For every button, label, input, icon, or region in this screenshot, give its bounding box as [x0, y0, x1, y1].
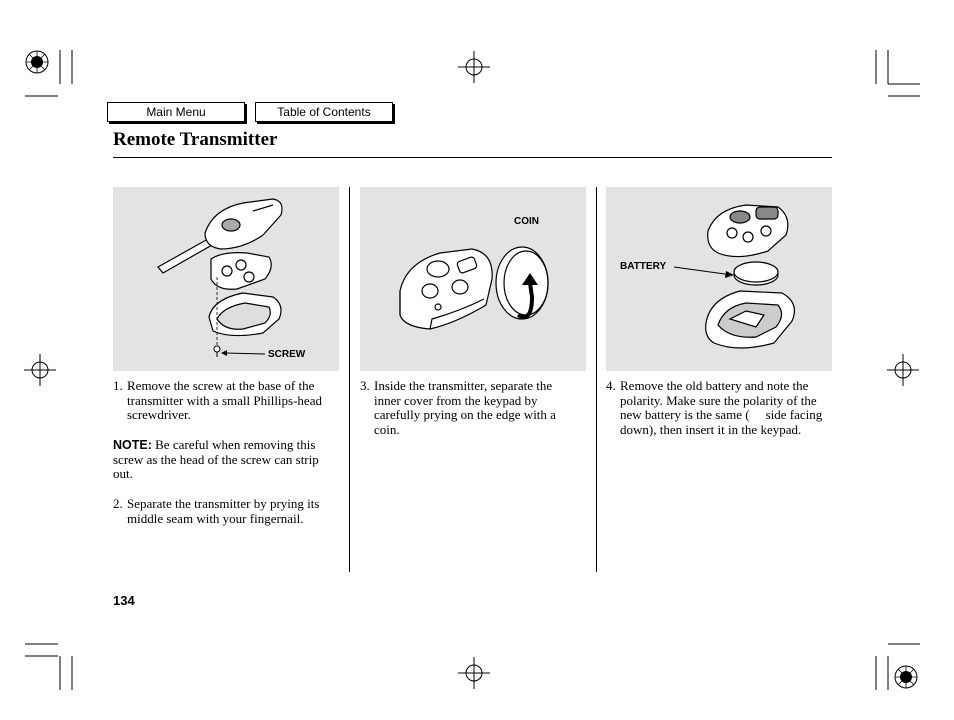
coin-label: COIN	[514, 216, 539, 227]
step-2	[113, 497, 345, 526]
step-number: 1.	[113, 378, 123, 393]
figure-battery-replacement	[606, 187, 832, 371]
title-divider	[113, 157, 832, 158]
step-text-part-1: Remove the old battery and note the polarity. Make sure the polarity of the new battery is the same (	[620, 378, 817, 423]
column-divider	[596, 187, 597, 572]
note	[113, 438, 341, 482]
coin-prying-illustration	[360, 187, 586, 371]
note-text: Be careful when removing this screw as the head of the screw can strip out.	[113, 437, 319, 482]
step-text: Separate the transmitter by prying its middle seam with your fingernail.	[127, 496, 320, 526]
step-text: Inside the transmitter, separate the inner cover from the keypad by carefully prying on the edge with a coin.	[374, 378, 556, 437]
page-title: Remote Transmitter	[113, 129, 278, 150]
step-1	[113, 379, 343, 423]
column-divider	[349, 187, 350, 572]
figure-coin-separation	[360, 187, 586, 371]
step-number: 2.	[113, 496, 123, 511]
main-menu-button[interactable]: Main Menu	[107, 102, 245, 122]
step-text: Remove the screw at the base of the transmitter with a small Phillips-head screwdriver.	[127, 378, 322, 423]
table-of-contents-button[interactable]: Table of Contents	[255, 102, 393, 122]
transmitter-exploded-illustration	[113, 187, 339, 371]
step-text-part-2: side facing down), then insert it in the keypad.	[620, 407, 823, 437]
step-text	[606, 379, 828, 437]
page-number: 134	[113, 593, 135, 608]
figure-transmitter-screw	[113, 187, 339, 371]
step-number: 3.	[360, 378, 370, 393]
registration-mark-bottom-right	[895, 666, 917, 688]
note-label: NOTE:	[113, 438, 152, 452]
battery-illustration	[606, 187, 832, 371]
step-3	[360, 379, 580, 437]
battery-label: BATTERY	[620, 261, 667, 272]
step-4	[606, 379, 828, 437]
step-number: 4.	[606, 378, 616, 393]
registration-mark-top-left	[26, 51, 48, 73]
screw-label: SCREW	[268, 349, 306, 360]
